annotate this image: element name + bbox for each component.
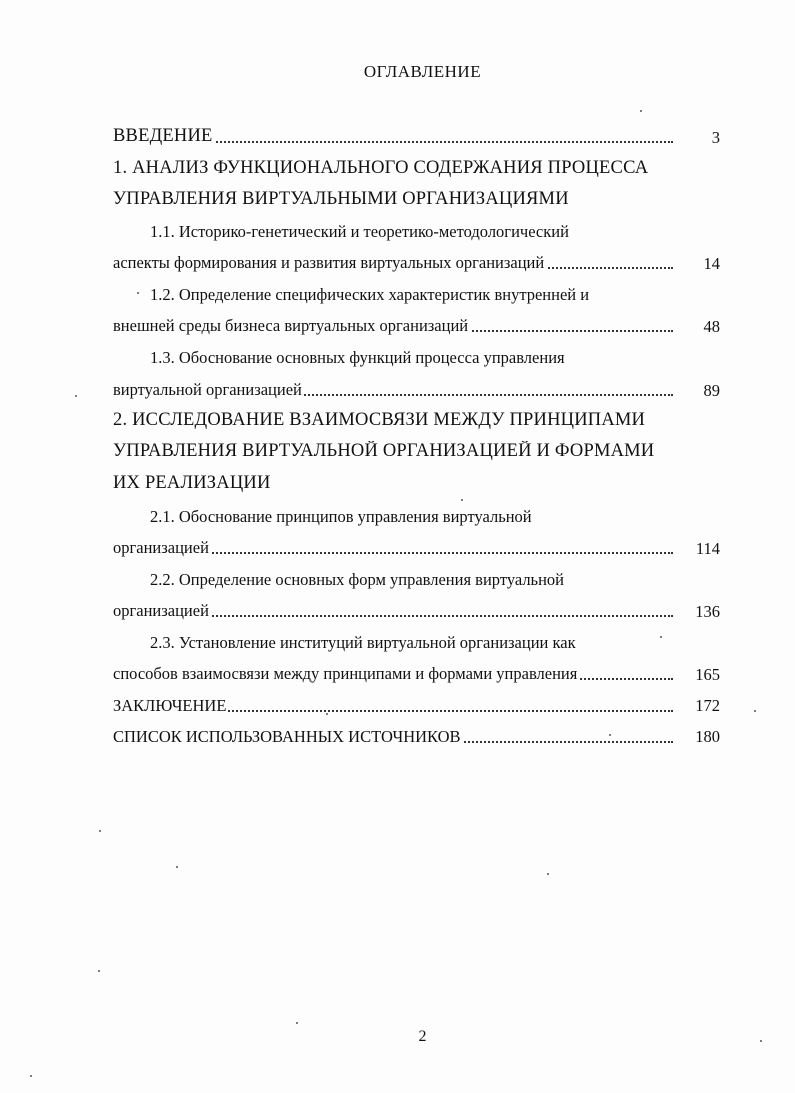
- chapter-heading[interactable]: УПРАВЛЕНИЯ ВИРТУАЛЬНОЙ ОРГАНИЗАЦИЕЙ И ФОРМАМИ: [113, 441, 655, 461]
- toc-entry-text: ЗАКЛЮЧЕНИЕ: [113, 696, 227, 715]
- scan-speck: [98, 970, 100, 972]
- chapter-heading[interactable]: УПРАВЛЕНИЯ ВИРТУАЛЬНЫМИ ОРГАНИЗАЦИЯМИ: [113, 189, 569, 209]
- scan-speck: [754, 710, 756, 712]
- scan-speck: [760, 1040, 762, 1042]
- scan-speck: [660, 636, 662, 638]
- toc-entry-text: способов взаимосвязи между принципами и формами управления: [113, 664, 578, 683]
- toc-entry-conclusion[interactable]: [113, 696, 673, 716]
- chapter-heading[interactable]: 1. АНАЛИЗ ФУНКЦИОНАЛЬНОГО СОДЕРЖАНИЯ ПРОЦЕССА: [113, 158, 649, 178]
- toc-page-number: 89: [703, 381, 720, 400]
- toc-page-number: 48: [703, 317, 720, 336]
- chapter-heading[interactable]: ИХ РЕАЛИЗАЦИИ: [113, 473, 271, 493]
- toc-entry-sources[interactable]: [113, 727, 673, 747]
- scan-speck: [176, 866, 178, 868]
- scan-speck: [640, 110, 642, 112]
- toc-entry-text: организацией: [113, 601, 209, 620]
- toc-entry-text: ВВЕДЕНИЕ: [113, 126, 213, 146]
- toc-entry-text[interactable]: 1.2. Определение специфических характеристик внутренней и: [150, 285, 590, 304]
- scan-speck: [461, 499, 463, 501]
- toc-entry-text[interactable]: 2.1. Обоснование принципов управления виртуальной: [150, 507, 532, 526]
- scan-speck: [75, 395, 77, 397]
- toc-page-number: 114: [695, 539, 720, 558]
- toc-entry-text: виртуальной организацией: [113, 380, 302, 399]
- toc-entry-text: аспекты формирования и развития виртуальных организаций: [113, 253, 545, 272]
- toc-entry-s23[interactable]: [113, 664, 673, 684]
- toc-entry-s21[interactable]: [113, 538, 673, 558]
- toc-entry-s13[interactable]: [113, 380, 673, 400]
- scan-speck: [296, 1022, 298, 1024]
- toc-page-number: 14: [703, 254, 720, 273]
- toc-entry-text[interactable]: 1.1. Историко-генетический и теоретико-методологический: [150, 222, 569, 241]
- toc-entry-text: организацией: [113, 538, 209, 557]
- toc-title: ОГЛАВЛЕНИЕ: [363, 62, 482, 81]
- toc-entry-text[interactable]: 1.3. Обоснование основных функций процесса управления: [150, 348, 565, 367]
- toc-page-number: 172: [695, 696, 720, 715]
- toc-entry-text: внешней среды бизнеса виртуальных организаций: [113, 316, 469, 335]
- toc-page-number: 136: [695, 602, 720, 621]
- toc-page-number: 180: [695, 727, 720, 746]
- toc-page-number: 165: [695, 665, 720, 684]
- scan-speck: [547, 873, 549, 875]
- toc-entry-s11[interactable]: [113, 253, 673, 273]
- toc-entry-text[interactable]: 2.3. Установление институций виртуальной организации как: [150, 633, 576, 652]
- toc-page-number: 3: [711, 128, 720, 147]
- scan-speck: [30, 1075, 32, 1077]
- toc-entry-s22[interactable]: [113, 601, 673, 621]
- scan-speck: [609, 734, 611, 736]
- scan-speck: [326, 713, 328, 715]
- chapter-heading[interactable]: 2. ИССЛЕДОВАНИЕ ВЗАИМОСВЯЗИ МЕЖДУ ПРИНЦИПАМИ: [113, 410, 646, 430]
- scan-speck: [137, 292, 139, 294]
- page-number: 2: [418, 1028, 427, 1045]
- scan-speck: [99, 830, 101, 832]
- toc-entry-text: СПИСОК ИСПОЛЬЗОВАННЫХ ИСТОЧНИКОВ: [113, 727, 461, 746]
- toc-entry-intro[interactable]: [113, 126, 673, 147]
- toc-entry-text[interactable]: 2.2. Определение основных форм управления виртуальной: [150, 570, 564, 589]
- toc-entry-s12[interactable]: [113, 316, 673, 336]
